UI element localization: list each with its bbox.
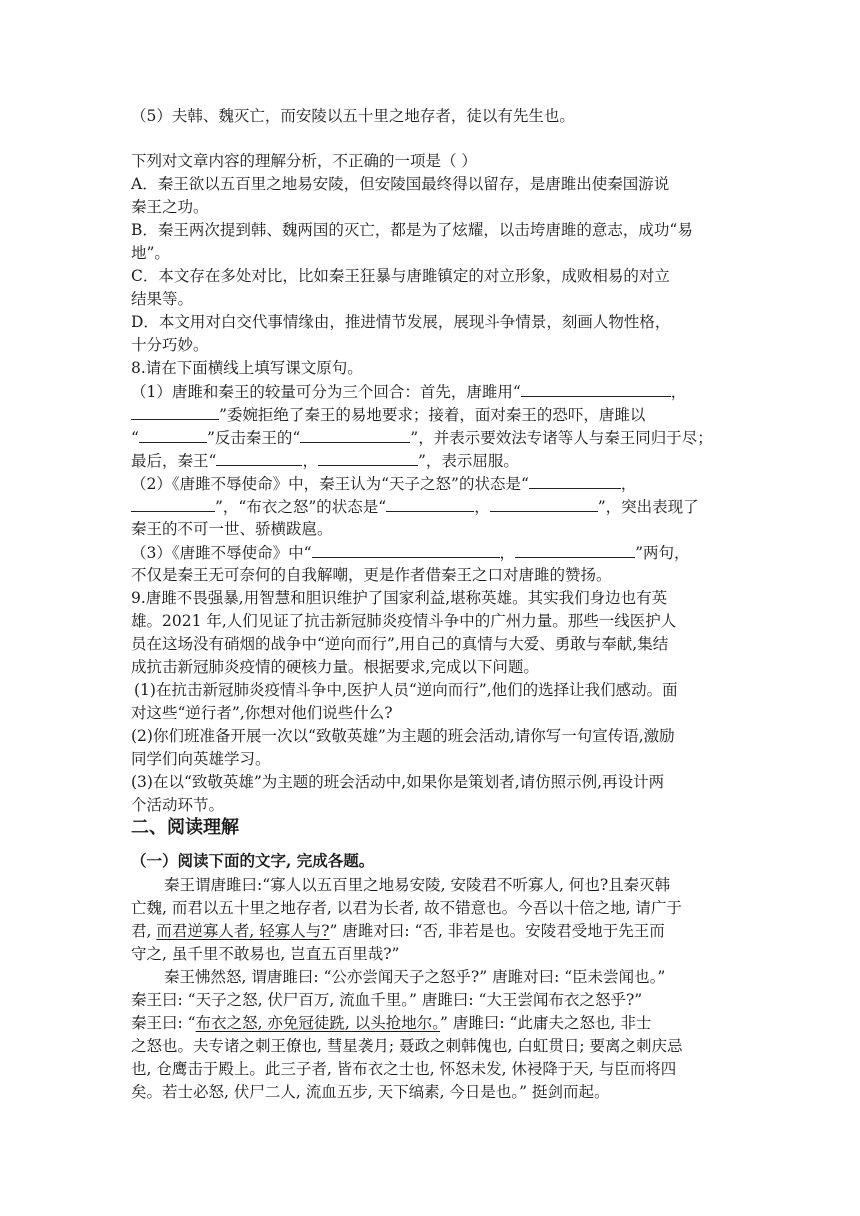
q8-part2-line1: （2）《唐雎不辱使命》中，秦王认为“天子之怒”的状态是“ ，: [131, 472, 741, 495]
q9-line2: 雄。2021 年,人们见证了抗击新冠肺炎疫情斗争中的广州力量。那些一线医护人: [131, 612, 677, 630]
q5-quote: （5）夫韩、魏灭亡，而安陵以五十里之地存者，徒以有先生也。: [131, 107, 575, 125]
q9-line1: 9.唐雎不畏强暴,用智慧和胆识维护了国家利益,堪称英雄。其实我们身边也有英: [131, 589, 668, 607]
q7-option-a-line2: 秦王之功。: [131, 198, 209, 216]
passage-p1-line1: 秦王谓唐雎曰:“寡人以五百里之地易安陵, 安陵君不听寡人, 何也?且秦灭韩: [164, 876, 671, 894]
q8-part2-line2: ”，“布衣之怒”的状态是“ ， ”，突出表现了: [131, 495, 741, 518]
q8-part3-line2: 不仅是秦王无可奈何的自我解嘲，更是作者借秦王之口对唐雎的赞扬。: [131, 566, 612, 584]
q8-part2-line3: 秦王的不可一世、骄横跋扈。: [131, 520, 333, 538]
answer-blank[interactable]: [318, 449, 418, 466]
q7-stem: 下列对文章内容的理解分析，不正确的一项是（ ）: [131, 152, 477, 170]
q9-sub2-line2: 同学们向英雄学习。: [131, 750, 271, 768]
q7-option-d-line1: D．本文用对白交代事情缘由，推进情节发展，展现斗争情景，刻画人物性格，: [131, 313, 671, 331]
answer-blank[interactable]: [529, 472, 621, 489]
q7-option-d-line2: 十分巧妙。: [131, 336, 209, 354]
answer-blank[interactable]: [515, 541, 635, 558]
answer-blank[interactable]: [490, 495, 598, 512]
passage-p2-line4: 之怒也。夫专诸之刺王僚也, 彗星袭月; 聂政之刺韩傀也, 白虹贯日; 要离之刺庆忌: [131, 1037, 683, 1055]
q7-option-b-line2: 地”。: [131, 244, 170, 262]
answer-blank[interactable]: [139, 426, 207, 443]
passage-p2-line3: 秦王曰: “布衣之怒, 亦免冠徒跣, 以头抢地尔。” 唐雎曰: “此庸夫之怒也, 非士: [131, 1014, 652, 1032]
answer-blank[interactable]: [131, 495, 215, 512]
q9-sub3-line1: (3)在以“致敬英雄”为主题的班会活动中,如果你是策划者,请仿照示例,再设计两: [131, 773, 665, 791]
q8-part1-line4: 最后，秦王“ ， ”，表示屈服。: [131, 449, 741, 472]
answer-blank[interactable]: [216, 449, 302, 466]
answer-blank[interactable]: [386, 495, 474, 512]
answer-blank[interactable]: [312, 541, 500, 558]
q8-part1-line3: “ ”反击秦王的“ ”，并表示要效法专诸等人与秦王同归于尽；: [131, 426, 741, 449]
passage-p2-line5: 也, 仓鹰击于殿上。此三子者, 皆布衣之士也, 怀怒未发, 休祲降于天, 与臣而将四: [131, 1060, 677, 1078]
underlined-quote: 布衣之怒, 亦免冠徒跣, 以头抢地尔。: [195, 1014, 441, 1032]
passage-p1-line2: 亡魏, 而君以五十里之地存者, 以君为长者, 故不错意也。今吾以十倍之地, 请广于: [131, 899, 682, 917]
passage-p1-line4: 守之, 虽千里不敢易也, 岂直五百里哉?”: [131, 945, 400, 963]
q7-option-c-line2: 结果等。: [131, 290, 194, 308]
q7-option-b-line1: B．秦王两次提到韩、魏两国的灭亡，都是为了炫耀，以击垮唐雎的意志，成功“易: [131, 221, 693, 239]
passage-p2-line6: 矣。若士必怒, 伏尸二人, 流血五步, 天下缟素, 今日是也。” 挺剑而起。: [131, 1083, 610, 1101]
q8-part1-line1: （1）唐雎和秦王的较量可分为三个回合：首先，唐雎用“ ，: [131, 380, 741, 403]
q9-sub2-line1: (2)你们班准备开展一次以“致敬英雄”为主题的班会活动,请你写一句宣传语,激励: [131, 727, 675, 745]
q8-stem: 8.请在下面横线上填写课文原句。: [131, 359, 363, 377]
q9-sub1-line2: 对这些“逆行者”,你想对他们说些什么?: [131, 704, 393, 722]
q7-option-c-line1: C．本文存在多处对比，比如秦王狂暴与唐雎镇定的对立形象，成败相易的对立: [131, 267, 670, 285]
passage-p1-line3: 君, 而君逆寡人者, 轻寡人与?” 唐雎对曰: “否, 非若是也。安陵君受地于先王而: [131, 922, 665, 940]
passage-p2-line2: 秦王曰: “天子之怒, 伏尸百万, 流血千里。” 唐雎曰: “大王尝闻布衣之怒乎?”: [131, 991, 643, 1009]
q9-line4: 成抗击新冠肺炎疫情的硬核力量。根据要求,完成以下问题。: [131, 658, 539, 676]
section-heading: 二、阅读理解: [131, 817, 239, 838]
q7-option-a-line1: A．秦王欲以五百里之地易安陵，但安陵国最终得以留存，是唐雎出使秦国游说: [131, 175, 670, 193]
q9-line3: 员在这场没有硝烟的战争中“逆向而行”,用自己的真情与大爱、勇敢与奉献,集结: [131, 635, 669, 653]
q9-sub3-line2: 个活动环节。: [131, 796, 225, 814]
underlined-quote: 而君逆寡人者, 轻寡人与?: [156, 922, 330, 940]
q9-sub1-line1: (1)在抗击新冠肺炎疫情斗争中,医护人员“逆向而行”,他们的选择让我们感动。面: [134, 681, 678, 699]
q8-part3-line1: （3）《唐雎不辱使命》中“ ， ”两句，: [131, 541, 741, 564]
q8-part1-line2: ”委婉拒绝了秦王的易地要求；接着，面对秦王的恐吓，唐雎以: [131, 403, 741, 426]
answer-blank[interactable]: [521, 380, 671, 397]
answer-blank[interactable]: [300, 426, 410, 443]
passage-p2-line1: 秦王怫然怒, 谓唐雎曰: “公亦尝闻天子之怒乎?” 唐雎对曰: “臣未尝闻也。”: [164, 968, 666, 986]
section-subheading: （一）阅读下面的文字, 完成各题。: [131, 851, 375, 870]
answer-blank[interactable]: [131, 403, 219, 420]
